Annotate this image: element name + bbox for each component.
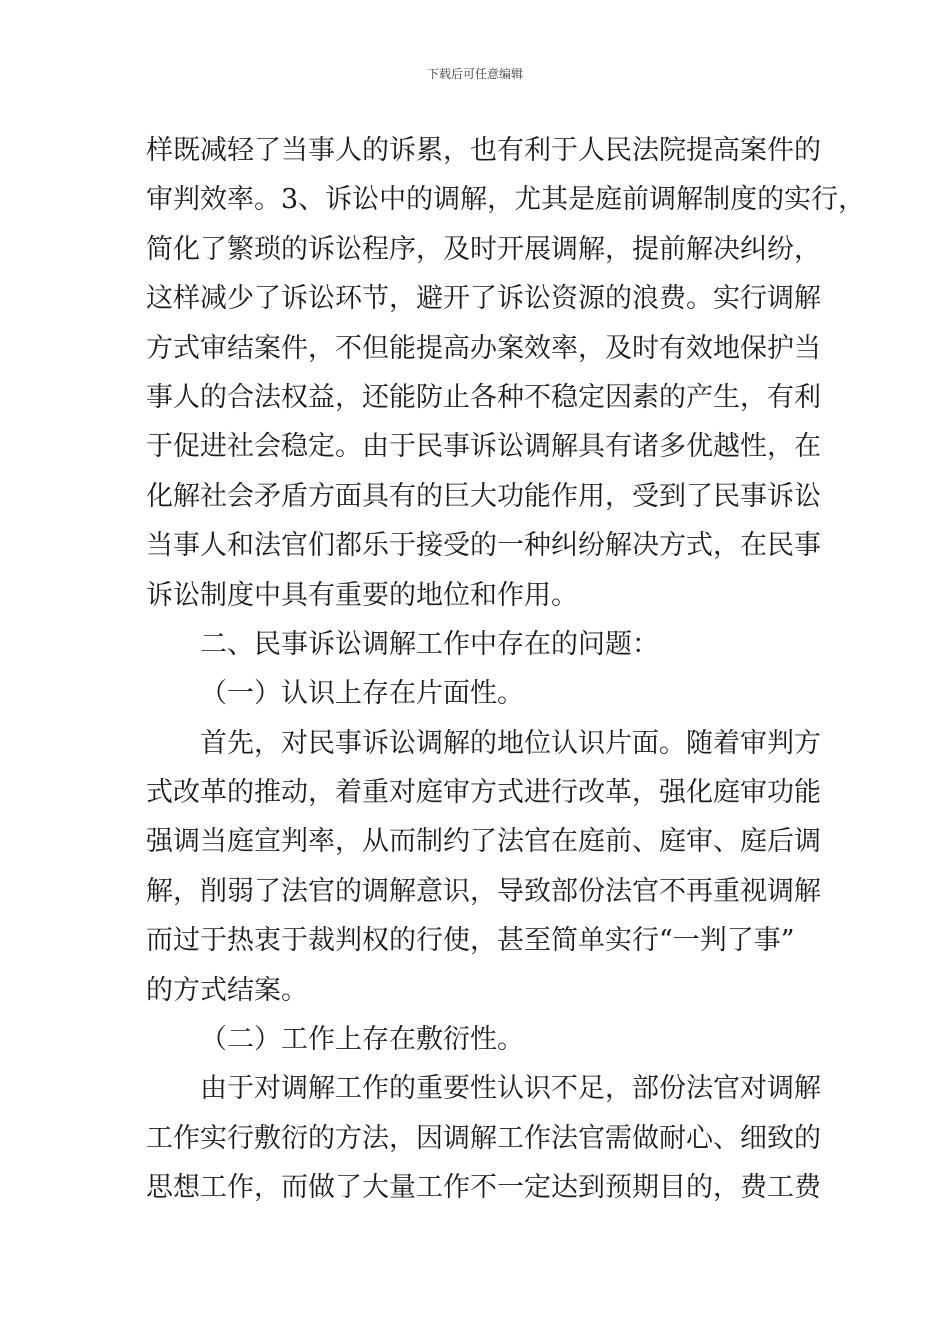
- text-line: 审判效率。3、诉讼中的调解，尤其是庭前调解制度的实行，: [146, 184, 866, 216]
- text-line: 样既减轻了当事人的诉累，也有利于人民法院提高案件的: [146, 135, 821, 166]
- text-line: 简化了繁琐的诉讼程序，及时开展调解，提前解决纠纷，: [146, 233, 821, 265]
- page-header: 下载后可任意编辑: [426, 67, 523, 81]
- text-line: 由于对调解工作的重要性认识不足，部份法官对调解: [200, 1073, 821, 1105]
- text-line: 于促进社会稳定。由于民事诉讼调解具有诸多优越性，在: [146, 431, 821, 463]
- text-line: 首先，对民事诉讼调解的地位认识片面。随着审判方: [200, 727, 821, 759]
- text-line: 强调当庭宣判率，从而制约了法官在庭前、庭审、庭后调: [146, 826, 821, 858]
- text-line: 当事人和法官们都乐于接受的一种纠纷解决方式，在民事: [146, 530, 821, 562]
- text-line: 这样减少了诉讼环节，避开了诉讼资源的浪费。实行调解: [146, 283, 821, 315]
- section-heading: 二、民事诉讼调解工作中存在的问题：: [200, 628, 659, 660]
- text-line: 诉讼制度中具有重要的地位和作用。: [146, 579, 578, 611]
- subsection-heading: （二）工作上存在敷衍性。: [200, 1024, 524, 1056]
- text-line: 事人的合法权益，还能防止各种不稳定因素的产生，有利: [146, 381, 821, 413]
- text-line: 工作实行敷衍的方法，因调解工作法官需做耐心、细致的: [146, 1122, 821, 1154]
- document-body: [146, 126, 866, 1213]
- text-line: 化解社会矛盾方面具有的巨大功能作用，受到了民事诉讼: [146, 480, 821, 512]
- text-line: 方式审结案件，不但能提高办案效率，及时有效地保护当: [146, 332, 821, 364]
- text-line: 的方式结案。: [146, 974, 308, 1006]
- text-line: 解，削弱了法官的调解意识，导致部份法官不再重视调解: [146, 875, 821, 907]
- text-line: 而过于热衷于裁判权的行使，甚至简单实行“一判了事”: [146, 925, 795, 957]
- text-line: 式改革的推动，着重对庭审方式进行改革，强化庭审功能: [146, 777, 821, 809]
- text-line: 思想工作，而做了大量工作不一定达到预期目的，费工费: [146, 1172, 821, 1204]
- subsection-heading: （一）认识上存在片面性。: [200, 678, 524, 710]
